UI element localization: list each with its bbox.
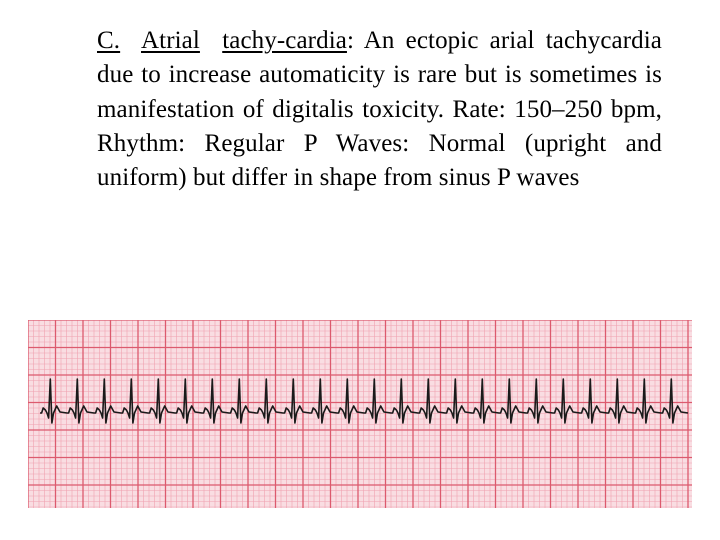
section-label: C. xyxy=(97,27,121,54)
term-word-tachycardia: tachy-cardia xyxy=(222,27,347,54)
slide-text xyxy=(97,24,662,195)
ecg-strip-svg xyxy=(28,320,692,508)
ecg-strip xyxy=(28,320,692,508)
term-word-atrial: Atrial xyxy=(141,27,200,54)
description-text: : An ectopic arial tachycardia due to increase automaticity is rare but is sometimes is manifestation of digitalis toxicity. Rate: 150–250 bpm, Rhythm: Regular P Waves: Normal (upright and uniform) but differ in shape from sinus P waves xyxy=(97,27,662,192)
